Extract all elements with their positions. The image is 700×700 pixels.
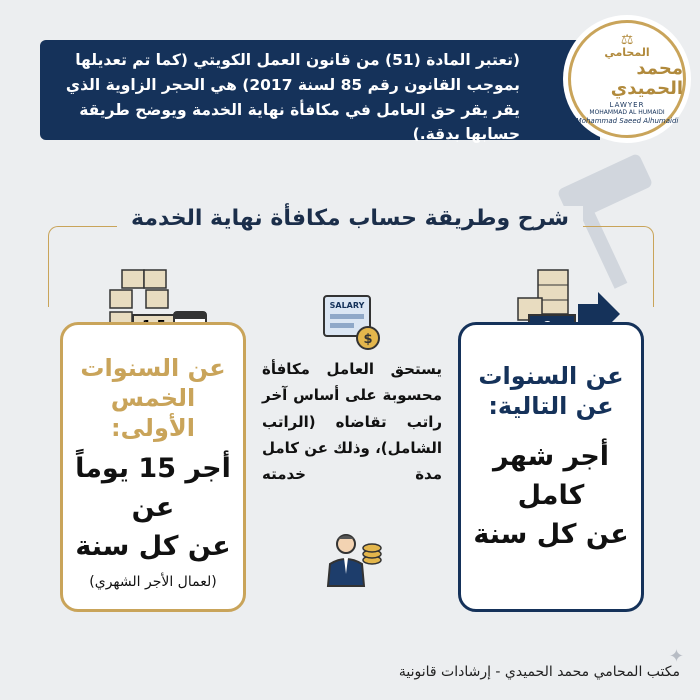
coin-icon — [363, 544, 381, 564]
middle-explanation: يستحق العامل مكافأة محسوبة على أساس آخر راتب تقاضاه (الراتب الشامل)، وذلك عن كامل مدة خدمته — [262, 360, 442, 483]
lawyer-logo — [568, 20, 686, 138]
sparkle-icon: ✦ — [668, 646, 684, 667]
left-note: (لعمال الأجر الشهري) — [89, 574, 217, 591]
left-body-line: أجر 15 يوماً عن — [75, 453, 231, 524]
logo-signature: Mohammad Saeed Alhumaidi — [575, 116, 679, 125]
right-heading — [461, 361, 641, 421]
intro-banner — [40, 40, 600, 144]
right-heading-line: عن السنوات — [478, 362, 624, 390]
left-heading-line: الخمس — [110, 384, 196, 412]
footer-credit: مكتب المحامي محمد الحميدي - إرشادات قانونية — [398, 664, 680, 680]
logo-name-ar: محمد الحميدي — [610, 58, 683, 100]
right-body-line: أجر شهر كامل — [492, 441, 610, 512]
logo-title-ar: المحامي — [604, 46, 650, 60]
left-heading — [63, 353, 243, 443]
left-heading-line: الأولى: — [111, 414, 195, 442]
right-body-line: عن كل سنة — [473, 519, 629, 551]
scale-icon: ⚖ — [620, 32, 634, 49]
left-body-line: عن كل سنة — [75, 531, 231, 563]
left-heading-line: عن السنوات — [80, 354, 226, 382]
right-heading-line: عن التالية: — [488, 392, 614, 420]
svg-text:$: $ — [363, 332, 373, 347]
following-years-card — [458, 322, 644, 612]
section-title-text: شرح وطريقة حساب مكافأة نهاية الخدمة — [117, 206, 583, 231]
businessman-icon — [322, 530, 384, 588]
section-title — [0, 206, 700, 231]
salary-label: SALARY — [329, 301, 365, 310]
salary-slip-icon — [322, 294, 382, 352]
logo-name-en: MOHAMMAD AL HUMAIDI — [589, 108, 665, 116]
first-five-years-card — [60, 322, 246, 612]
right-body — [461, 437, 641, 554]
left-body — [63, 449, 243, 566]
intro-text: (تعتبر المادة (51) من قانون العمل الكويتي (كما تم تعديلها بموجب القانون رقم 85 لسنة 2017) هي الحجر الزاوية الذي يقر يقر حق العامل في مكافأة نهاية الخدمة ويوضح طريقة حسابها بدقة.) — [65, 51, 520, 144]
logo-title-en: LAWYER — [609, 100, 645, 109]
